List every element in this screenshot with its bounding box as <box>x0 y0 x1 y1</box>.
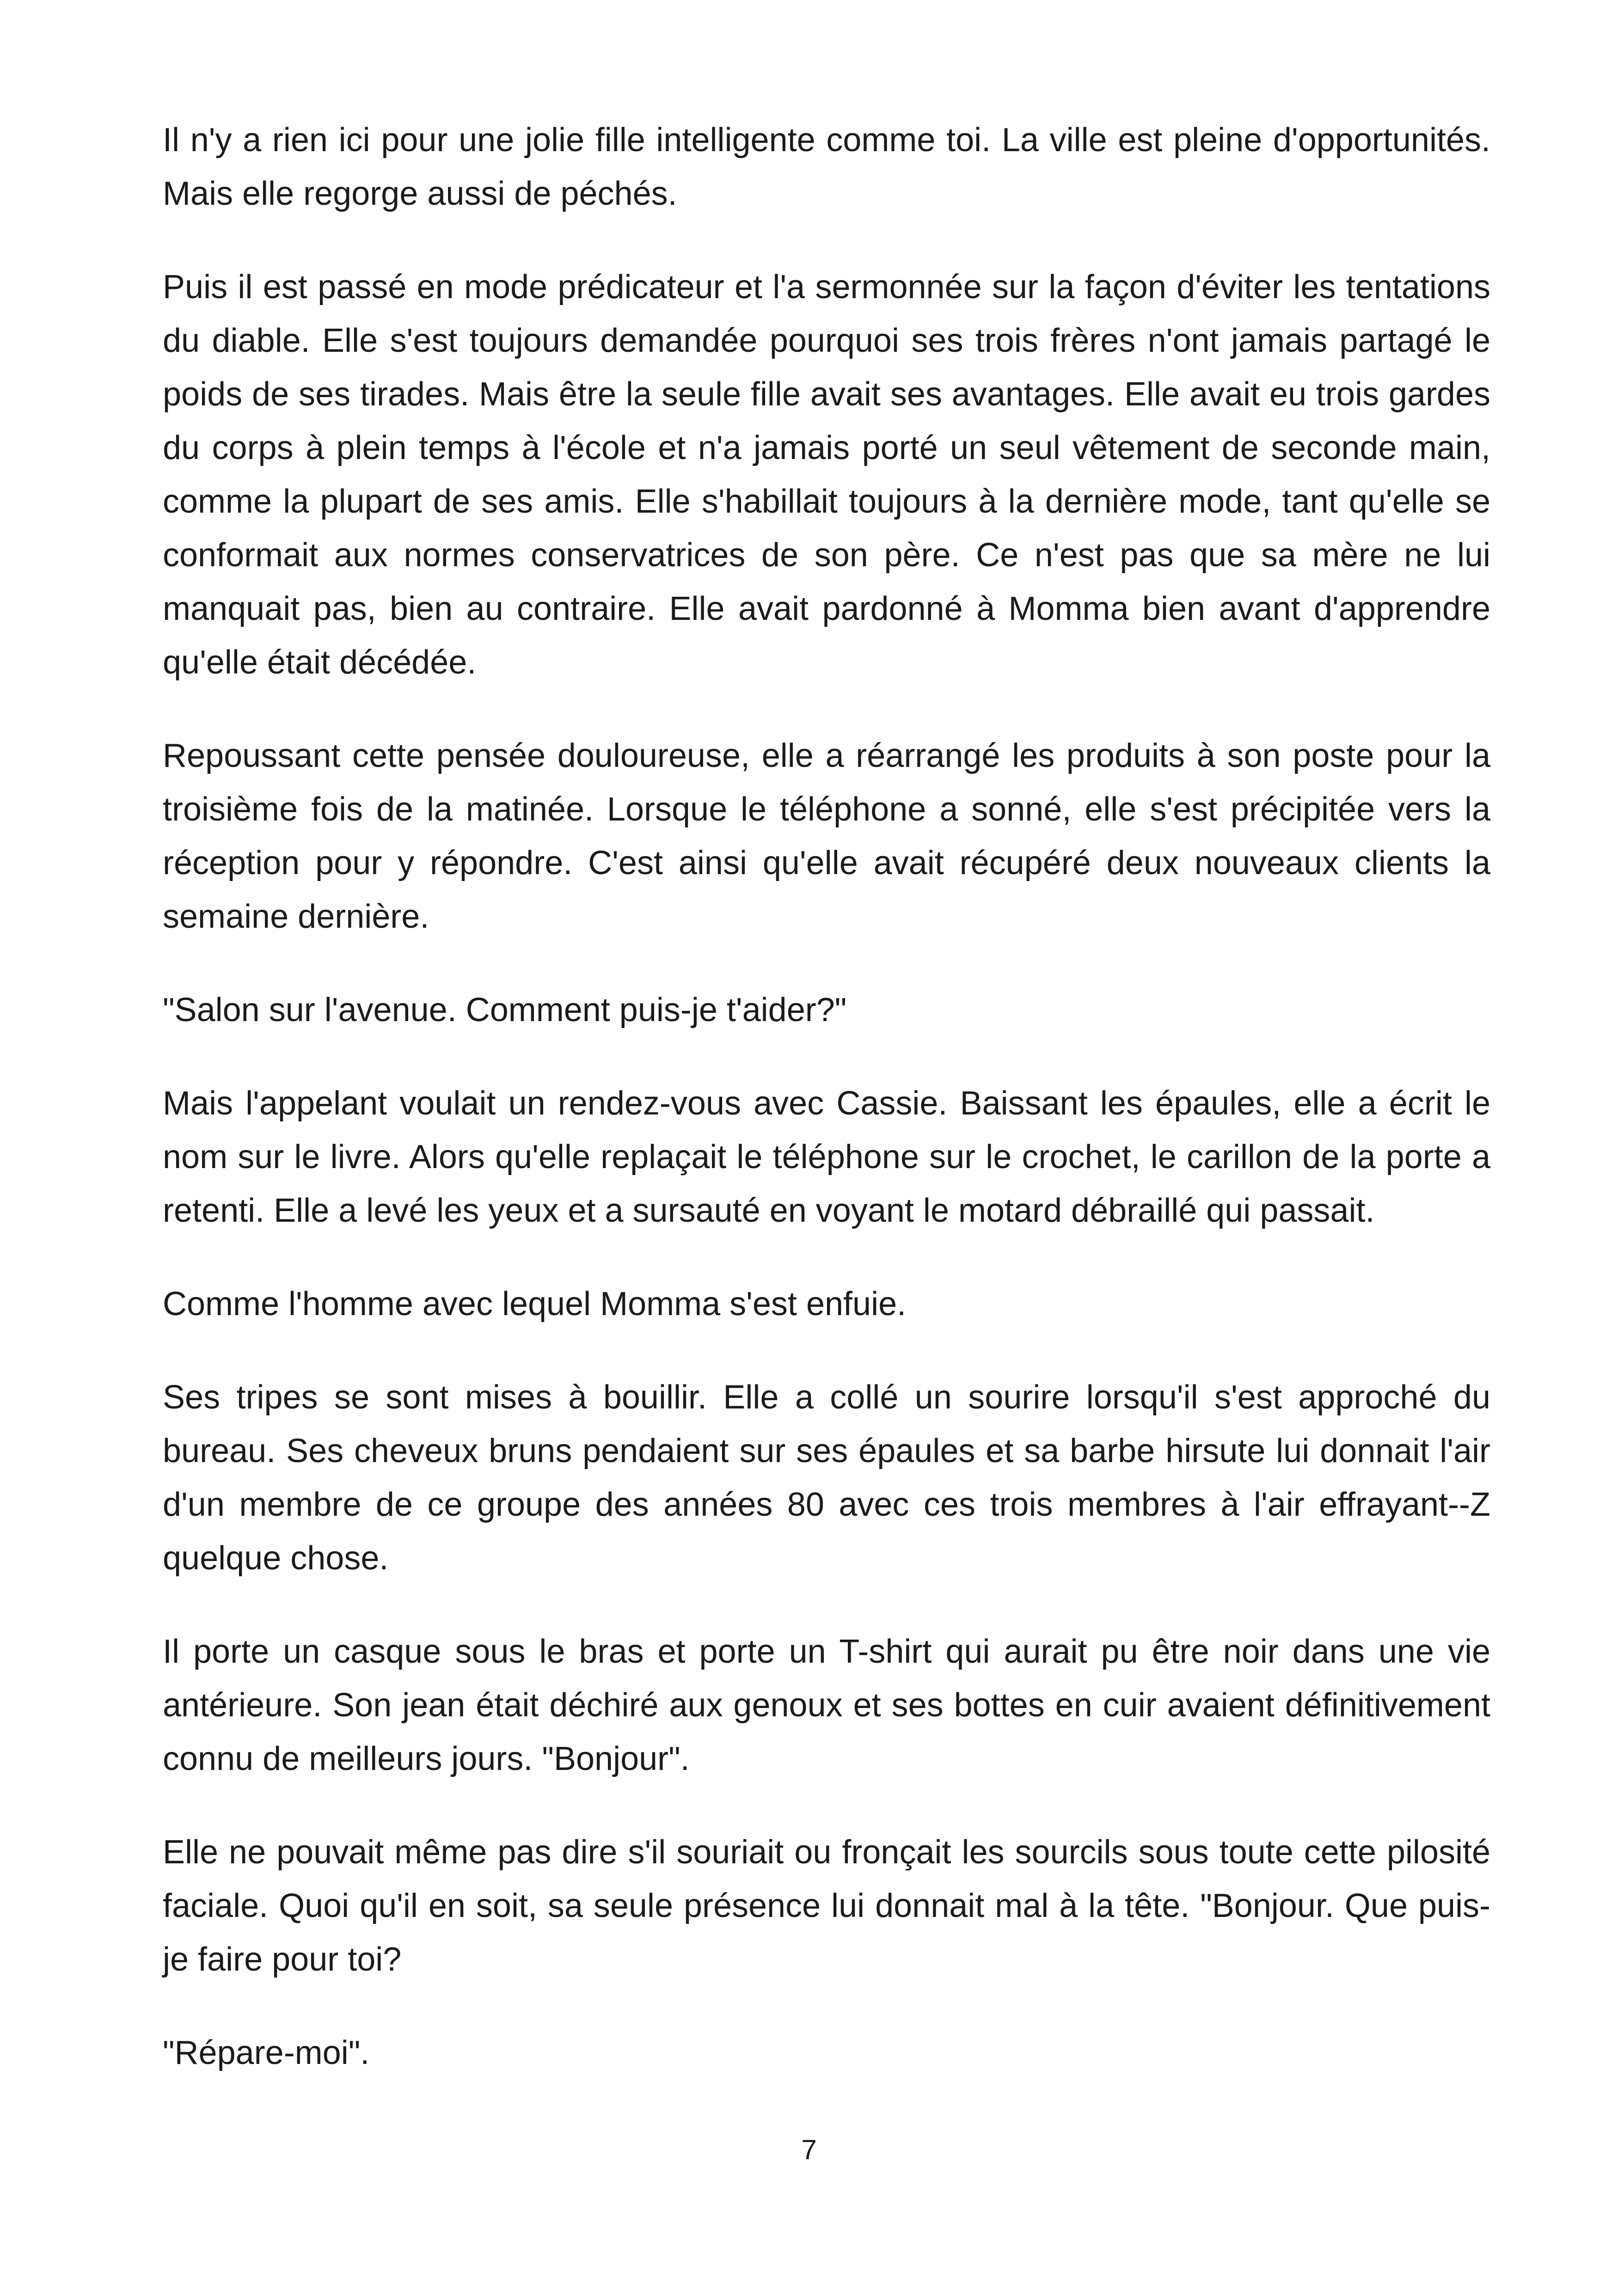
body-text <box>163 113 1490 2119</box>
paragraph: "Répare-moi". <box>163 2034 370 2071</box>
paragraph: Il porte un casque sous le bras et porte un T-shirt qui aurait pu être noir dans une vie antérieure. Son jean était déchiré aux genoux et ses bottes en cuir avaient définitivement connu de meilleurs jours. "Bonjour". <box>163 1633 1490 1777</box>
paragraph: Puis il est passé en mode prédicateur et l'a sermonnée sur la façon d'éviter les tentations du diable. Elle s'est toujours demandée pourquoi ses trois frères n'ont jamais partagé le poids de ses tirades. Mais être la seule fille avait ses avantages. Elle avait eu trois gardes du corps à plein temps à l'école et n'a jamais porté un seul vêtement de seconde main, comme la plupart de ses amis. Elle s'habillait toujours à la dernière mode, tant qu'elle se conformait aux normes conservatrices de son père. Ce n'est pas que sa mère ne lui manquait pas, bien au contraire. Elle avait pardonné à Momma bien avant d'apprendre qu'elle était décédée. <box>163 269 1490 681</box>
paragraph: "Salon sur l'avenue. Comment puis-je t'aider?" <box>163 992 847 1029</box>
paragraph: Comme l'homme avec lequel Momma s'est enfuie. <box>163 1286 907 1322</box>
paragraph: Ses tripes se sont mises à bouillir. Elle a collé un sourire lorsqu'il s'est approché du bureau. Ses cheveux bruns pendaient sur ses épaules et sa barbe hirsute lui donnait l'air d'un membre de ce groupe des années 80 avec ces trois membres à l'air effrayant--Z quelque chose. <box>163 1379 1490 1577</box>
paragraph: Elle ne pouvait même pas dire s'il souriait ou fronçait les sourcils sous toute cette pilosité faciale. Quoi qu'il en soit, sa seule présence lui donnait mal à la tête. "Bonjour. Que puis-je faire pour toi? <box>163 1834 1490 1978</box>
paragraph: Repoussant cette pensée douloureuse, elle a réarrangé les produits à son poste pour la troisième fois de la matinée. Lorsque le téléphone a sonné, elle s'est précipitée vers la réception pour y répondre. C'est ainsi qu'elle avait récupéré deux nouveaux clients la semaine dernière. <box>163 737 1490 935</box>
page-number: 7 <box>801 2134 817 2165</box>
paragraph: Mais l'appelant voulait un rendez-vous avec Cassie. Baissant les épaules, elle a écrit le nom sur le livre. Alors qu'elle replaçait le téléphone sur le crochet, le carillon de la porte a retenti. Elle a levé les yeux et a sursauté en voyant le motard débraillé qui passait. <box>163 1085 1490 1229</box>
paragraph: Il n'y a rien ici pour une jolie fille intelligente comme toi. La ville est pleine d'opportunités. Mais elle regorge aussi de péchés. <box>163 122 1490 212</box>
